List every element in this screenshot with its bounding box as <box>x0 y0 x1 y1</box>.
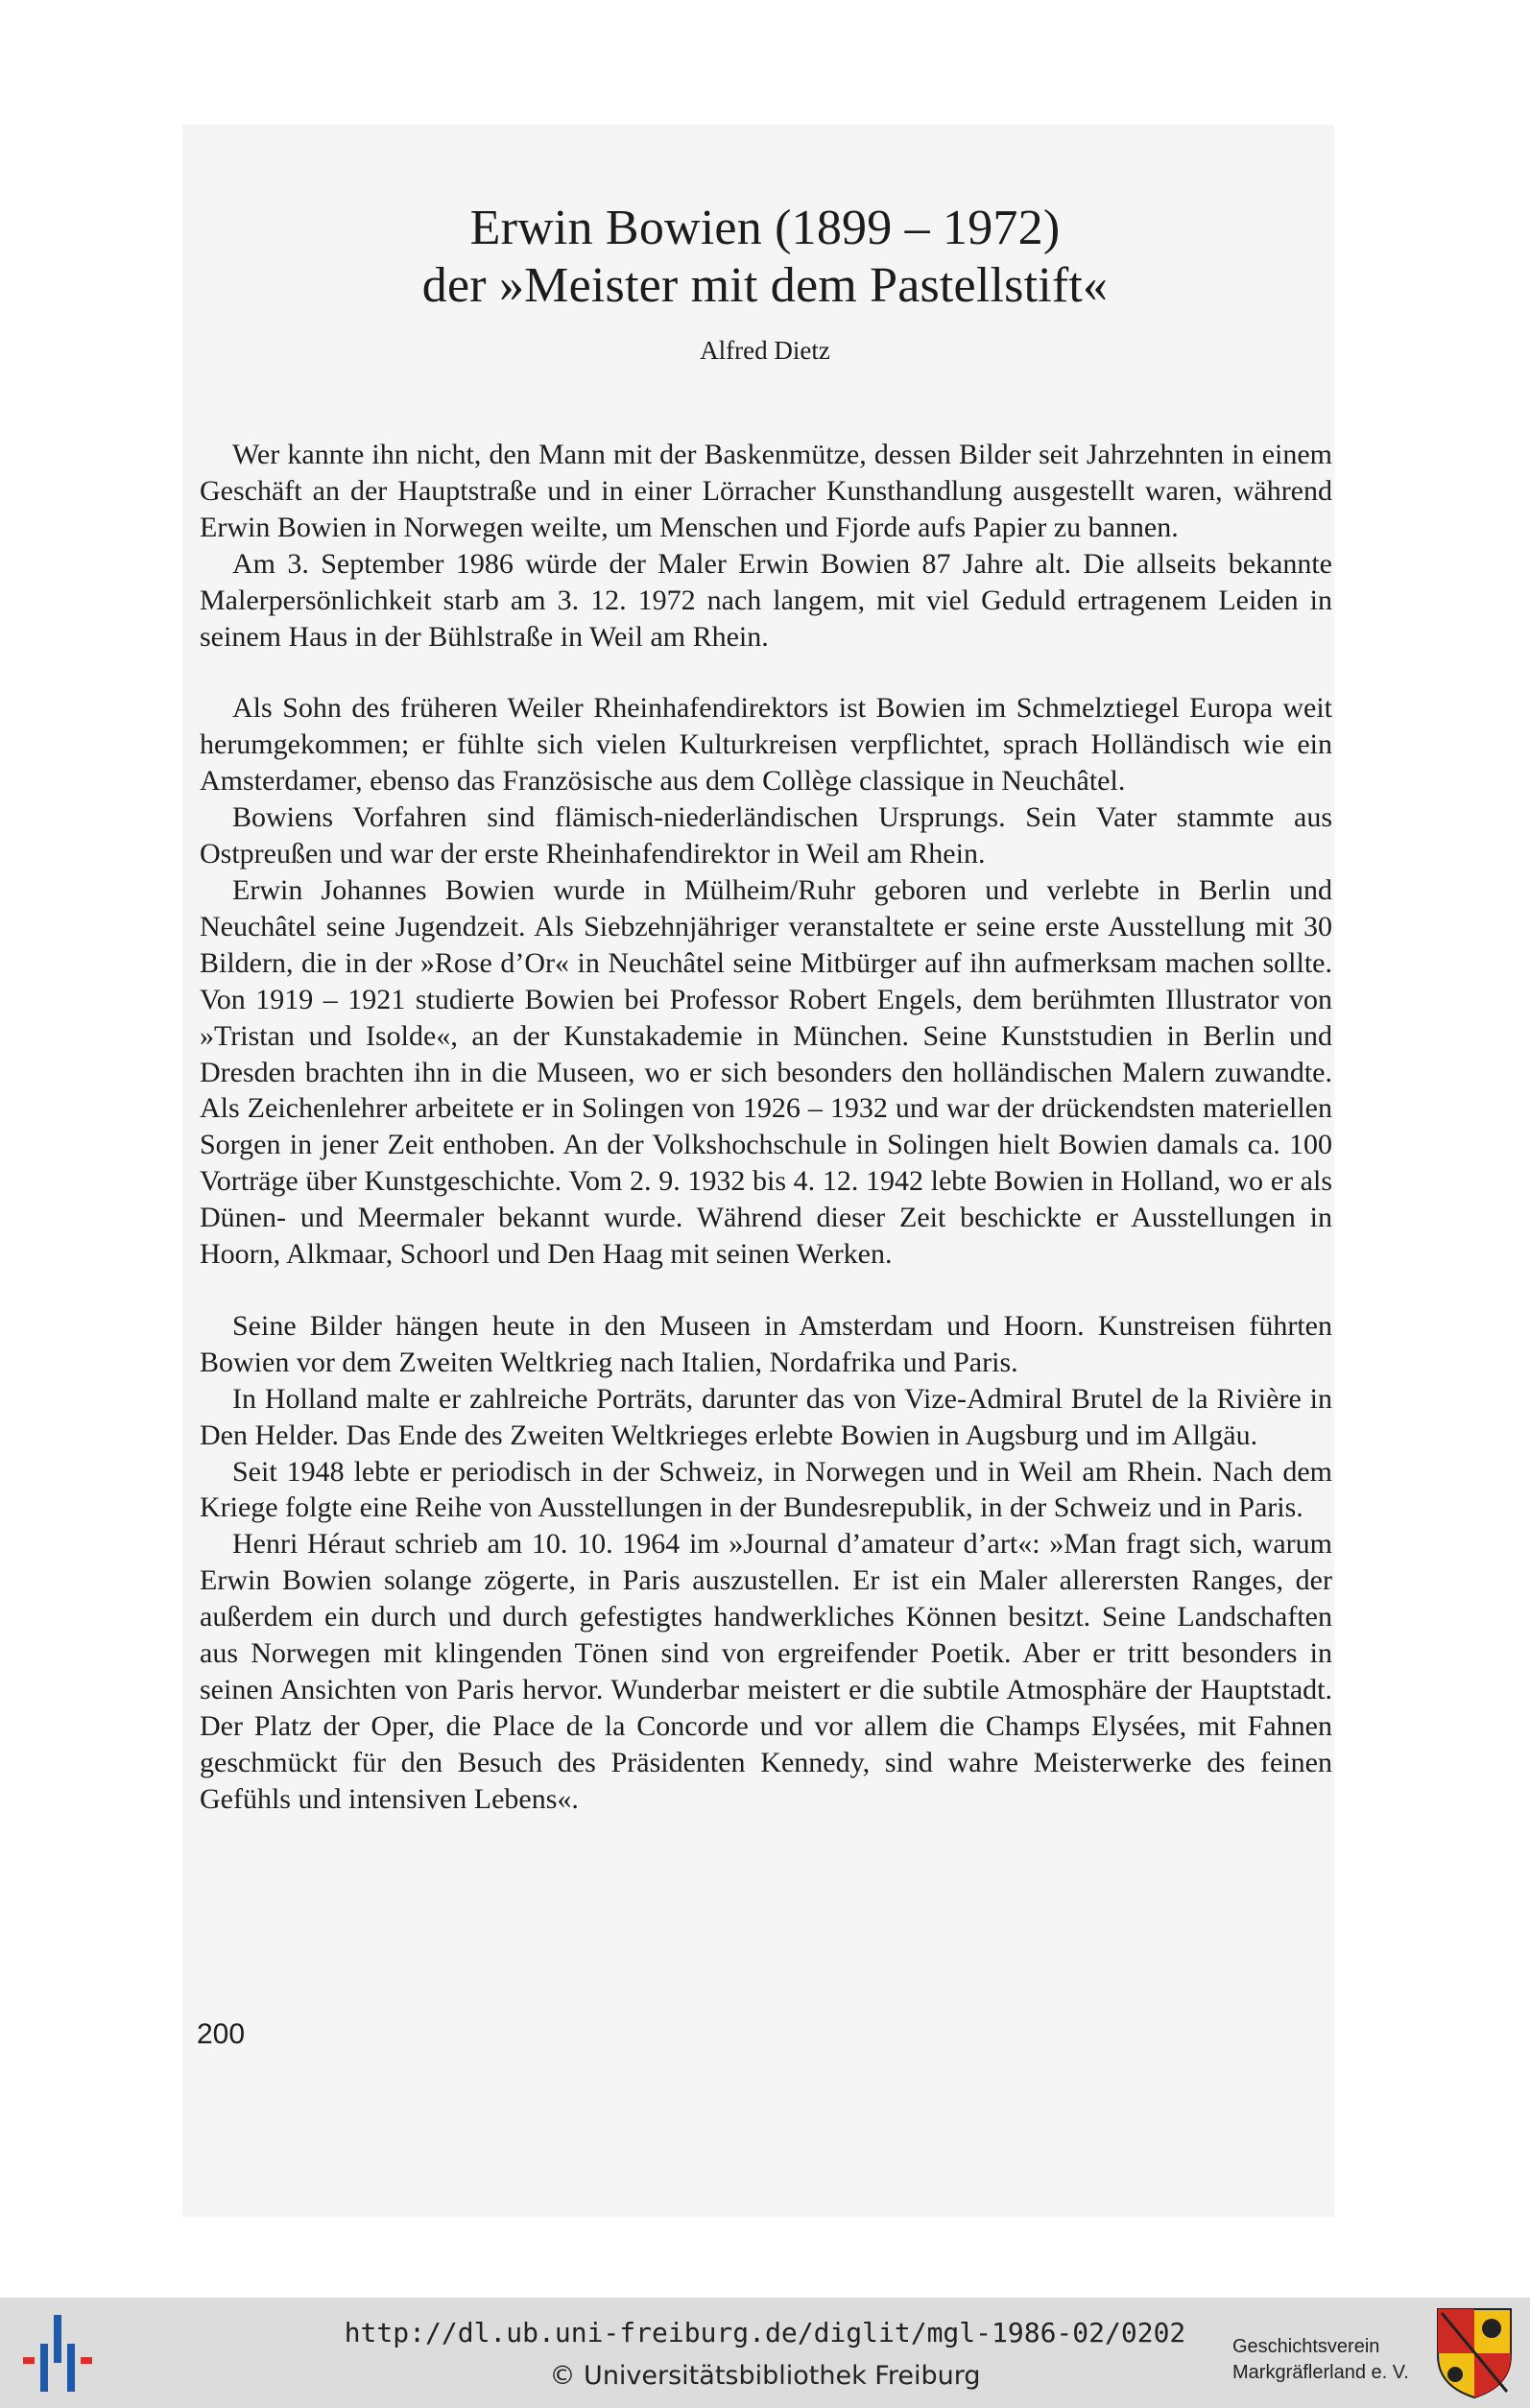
society-name-line-1: Geschichtsverein <box>1232 2336 1380 2357</box>
page-number: 200 <box>197 2018 246 2050</box>
society-name-line-2: Markgräflerland e. V. <box>1232 2362 1409 2383</box>
copyright-notice: © Universitätsbibliothek Freiburg <box>549 2361 981 2391</box>
paragraph: In Holland malte er zahlreiche Porträts, darunter das von Vize-Admiral Brutel de la Rivière in Den Helder. Das Ende des Zweiten Weltkrieges erlebte Bowien in Augsburg und im Allgäu. <box>200 1382 1332 1451</box>
paragraph: Erwin Johannes Bowien wurde in Mülheim/Ruhr geboren und verlebte in Berlin und Neuchâtel seine Jugendzeit. Als Siebzehnjähriger veranstaltete er seine erste Ausstellung mit 30 Bildern, die in der »Rose d’Or« in Neuchâtel seine Mitbürger auf ihn aufmerksam machen sollte. Von 1919 – 1921 studierte Bowien bei Professor Robert Engels, dem berühmten Illustrator von »Tristan und Isolde«, an der Kunstakademie in München. Seine Kunststudien in Berlin und Dresden brachten ihn in die Museen, wo er sich besonders den holländischen Malern zuwandte. Als Zeichenlehrer arbeitete er in Solingen von 1926 – 1932 und war der drückendsten materiellen Sorgen in jener Zeit enthoben. An der Volkshochschule in Solingen hielt Bowien damals ca. 100 Vorträge über Kunstgeschichte. Vom 2. 9. 1932 bis 4. 12. 1942 lebte Bowien in Holland, wo er als Dünen- und Meermaler bekannt wurde. Während dieser Zeit beschickte er Ausstellungen in Hoorn, Alkmaar, Schoorl und Den Haag mit seinen Werken. <box>200 873 1332 1271</box>
permalink-url[interactable]: http://dl.ub.uni-freiburg.de/diglit/mgl-1986-02/0202 <box>344 2317 1186 2348</box>
paragraph: Seit 1948 lebte er periodisch in der Schweiz, in Norwegen und in Weil am Rhein. Nach dem Kriege folgte eine Reihe von Ausstellungen in der Bundesrepublik, in der Schweiz und in Paris. <box>200 1455 1332 1524</box>
paragraph: Als Sohn des früheren Weiler Rheinhafendirektors ist Bowien im Schmelztiegel Europa weit herumgekommen; er fühlte sich vielen Kulturkreisen verpflichtet, sprach Holländisch wie ein Amsterdamer, ebenso das Französische aus dem Collège classique in Neuchâtel. <box>200 692 1332 798</box>
paragraph: Bowiens Vorfahren sind flämisch-niederländischen Ursprungs. Sein Vater stammte aus Ostpreußen und war der erste Rheinhafendirektor in Weil am Rhein. <box>200 801 1332 870</box>
paragraph: Henri Héraut schrieb am 10. 10. 1964 im »Journal d’amateur d’art«: »Man fragt sich, warum Erwin Bowien solange zögerte, in Paris auszustellen. Er ist ein Maler allerersten Ranges, der außerdem ein durch und durch gefestigtes handwerkliches Können besitzt. Seine Landschaften aus Norwegen mit klingenden Tönen sind von ergreifender Poetik. Aber er tritt besonders in seinen Ansichten von Paris hervor. Wunderbar meistert er die subtile Atmosphäre der Hauptstadt. Der Platz der Oper, die Place de la Concorde und vor allem die Champs Elysées, mit Fahnen geschmückt für den Besuch des Präsidenten Kennedy, sind wahre Meisterwerke des feinen Gefühls und intensiven Lebens«. <box>200 1528 1332 1815</box>
paragraph: Am 3. September 1986 würde der Maler Erwin Bowien 87 Jahre alt. Die allseits bekannte Malerpersönlichkeit starb am 3. 12. 1972 nach langem, mit viel Geduld ertragenem Leiden in seinem Haus in der Bühlstraße in Weil am Rhein. <box>200 547 1332 653</box>
paragraph: Seine Bilder hängen heute in den Museen in Amsterdam und Hoorn. Kunstreisen führten Bowien vor dem Zweiten Weltkrieg nach Italien, Nordafrika und Paris. <box>200 1309 1332 1378</box>
society-name <box>1232 2334 1409 2386</box>
article-body <box>200 437 1332 1818</box>
footer-bar <box>0 2298 1530 2408</box>
article-title-line-1: Erwin Bowien (1899 – 1972) <box>469 201 1061 255</box>
article-title-line-2: der »Meister mit dem Pastellstift« <box>421 258 1109 313</box>
paragraph: Wer kannte ihn nicht, den Mann mit der Baskenmütze, dessen Bilder seit Jahrzehnten in einem Geschäft an der Hauptstraße und in einer Lörracher Kunsthandlung ausgestellt waren, während Erwin Bowien in Norwegen weilte, um Menschen und Fjorde aufs Papier zu bannen. <box>200 439 1332 543</box>
article-header <box>0 200 1530 366</box>
coat-of-arms-icon <box>1434 2305 1515 2399</box>
article-author: Alfred Dietz <box>700 336 830 365</box>
